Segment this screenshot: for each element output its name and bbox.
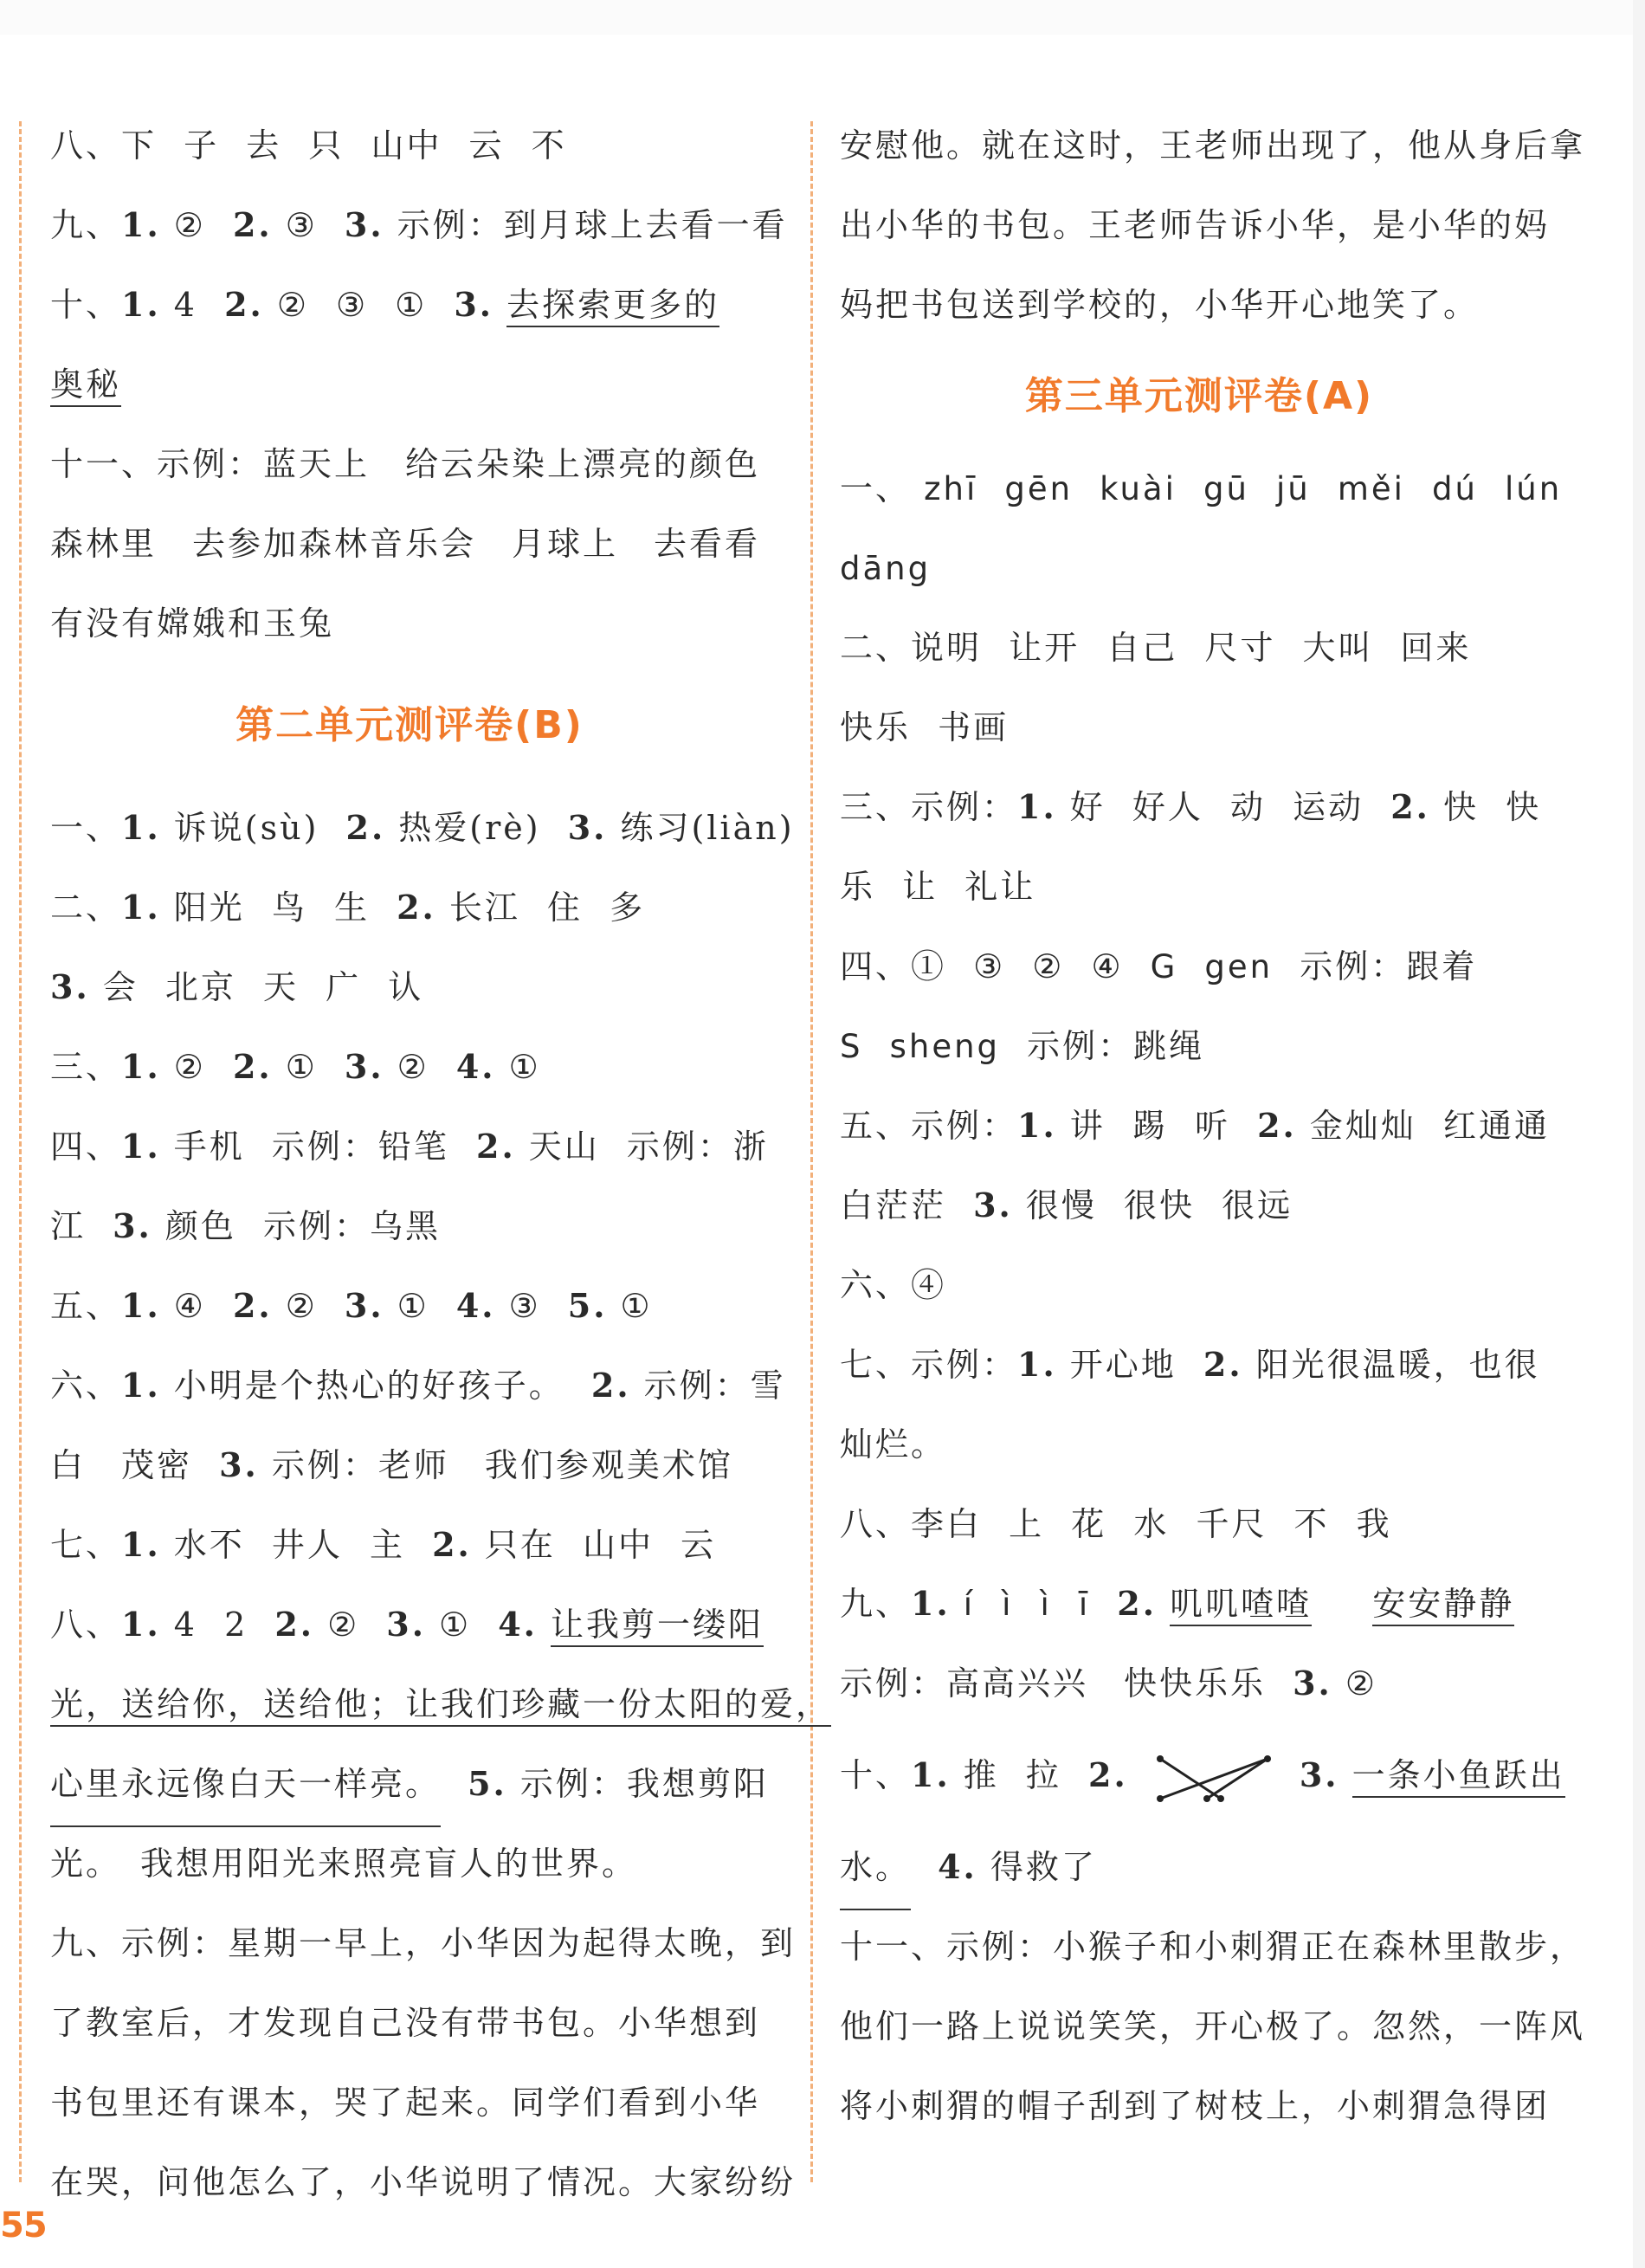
answer-text: G: [1150, 948, 1178, 985]
answer-text: 示例：乌黑: [262, 1207, 441, 1245]
item-number: 4.: [498, 1605, 538, 1644]
item-number: 3.: [344, 1286, 384, 1325]
item-number: 2.: [1088, 1755, 1128, 1794]
underlined-answer: 奥秘: [50, 365, 121, 407]
answer-text: 长江: [448, 888, 520, 927]
answer-line: 十一、示例：小猴子和小刺猬正在森林里散步，: [840, 1928, 1586, 1966]
answer-text: ①: [397, 1287, 429, 1325]
item-number: 3.: [386, 1605, 426, 1644]
answer-text: 示例：到月球上去看一看: [397, 206, 788, 244]
item-number: 2.: [345, 808, 386, 847]
item-number: 3.: [567, 808, 608, 847]
answer-text: 4: [173, 286, 197, 324]
answer-text: 运动: [1293, 788, 1364, 826]
pinyin-text: dāng: [840, 550, 932, 587]
answer-text: ④: [173, 1287, 206, 1325]
pinyin-text: měi: [1337, 470, 1405, 507]
answer-text: 阳光: [173, 888, 245, 927]
item-number: 4.: [455, 1286, 496, 1325]
answer-text: 会: [102, 968, 139, 1006]
answer-text: 示例：浙: [626, 1128, 769, 1166]
answer-text: 云: [468, 126, 505, 165]
answer-text: 千尺: [1196, 1505, 1268, 1543]
answer-text: 示例：高高兴兴 快快乐乐: [840, 1664, 1267, 1703]
answer-text: 去: [246, 126, 282, 165]
item-number: 1.: [1017, 1345, 1057, 1384]
answer-text: 只在: [484, 1526, 556, 1564]
item-number: 3.: [1299, 1755, 1339, 1794]
answer-text: 水: [1133, 1505, 1170, 1543]
answer-row-4: [840, 927, 1558, 1006]
answer-text: 主: [370, 1526, 406, 1564]
answer-row-3-cont: [840, 847, 1558, 927]
answer-text: 山中: [582, 1526, 654, 1564]
answer-text: 不: [1293, 1505, 1330, 1543]
answer-text: 认: [388, 968, 424, 1006]
answer-line: 将小刺猬的帽子刮到了树枝上，小刺猬急得团: [840, 2087, 1551, 2125]
item-number: 1.: [1017, 787, 1057, 826]
item-number: 1.: [121, 808, 161, 847]
answer-line: 安慰他。就在这时，王老师出现了，他从身后拿: [840, 126, 1586, 165]
answer-row-2-cont: [50, 947, 769, 1027]
underlined-answer: 心里永远像白天一样亮。: [50, 1744, 441, 1827]
answer-text: 示例：雪: [643, 1367, 786, 1405]
answer-line: 了教室后，才发现自己没有带书包。小华想到: [50, 2004, 761, 2042]
answer-text: ②: [276, 286, 309, 324]
answer-text: ②: [327, 1606, 360, 1644]
answer-text: 示例：跳绳: [1027, 1027, 1205, 1065]
item-number: 1.: [121, 888, 161, 927]
item-number: 3.: [219, 1445, 259, 1484]
answer-text: 二、说明: [840, 629, 983, 667]
item-number: 1.: [121, 285, 161, 324]
item-number: 2.: [476, 1127, 516, 1166]
question-prefix: 二、: [50, 888, 122, 927]
answer-text: 北京: [164, 968, 236, 1006]
item-number: 1.: [1017, 1106, 1057, 1145]
answer-text: 乐: [840, 868, 876, 906]
left-column: [50, 106, 832, 2222]
answer-text: 示例：跟着: [1300, 947, 1478, 985]
answer-text: ②: [285, 1287, 318, 1325]
answer-text: 住: [546, 888, 583, 927]
question-prefix: 八、: [50, 1606, 122, 1644]
answer-text: 书画: [938, 708, 1010, 746]
answer-line: 有没有嫦娥和玉兔: [50, 604, 335, 643]
pinyin-text: gū: [1203, 470, 1249, 507]
answer-text: 花: [1071, 1505, 1107, 1543]
answer-row-5: [840, 1086, 1558, 1166]
answer-line: 十一、示例：蓝天上 给云朵染上漂亮的颜色: [50, 445, 761, 483]
pinyin-text: dú: [1432, 470, 1478, 507]
item-number: 2.: [274, 1605, 315, 1644]
answer-text: ③: [285, 206, 318, 244]
answer-row-10-cont: [840, 1827, 1558, 1907]
match-dot: [1217, 1795, 1224, 1802]
answer-text: ①: [285, 1048, 318, 1086]
answer-text: 子: [184, 126, 220, 165]
tone-mark: ī: [1078, 1586, 1091, 1623]
item-number: 2.: [1117, 1584, 1157, 1623]
answer-text: 礼让: [964, 868, 1036, 906]
answer-text: ②: [1345, 1664, 1377, 1703]
answer-text: 天山: [528, 1128, 600, 1166]
answer-text: 4: [173, 1606, 197, 1644]
answer-row-9-cont: [840, 1644, 1558, 1723]
pinyin-text: gēn: [1004, 470, 1074, 507]
answer-line: 书包里还有课本，哭了起来。同学们看到小华: [50, 2084, 761, 2122]
answer-text: 开心地: [1069, 1346, 1177, 1384]
item-number: 2.: [232, 205, 273, 244]
question-prefix: 九、: [50, 206, 122, 244]
answer-row-4-cont: [50, 1186, 769, 1266]
answer-text: 八、下: [50, 126, 158, 165]
item-number: 2.: [232, 1047, 273, 1086]
item-number: 1.: [911, 1755, 951, 1794]
item-number: 5.: [567, 1286, 608, 1325]
answer-text: 水不: [173, 1526, 245, 1564]
item-number: 2.: [232, 1286, 273, 1325]
answer-row-4-cont: [840, 1006, 1558, 1086]
item-number: 4.: [455, 1047, 496, 1086]
match-dot: [1264, 1755, 1271, 1762]
answer-text: ①: [395, 286, 428, 324]
answer-text: 阳光很温暖，也很: [1255, 1346, 1540, 1384]
answer-line: 光。 我想用阳光来照亮盲人的世界。: [50, 1845, 638, 1883]
answer-text: 尺寸: [1204, 629, 1276, 667]
answer-row-6: [50, 1346, 786, 1425]
question-prefix: 一、: [50, 809, 122, 847]
answer-text: 颜色: [164, 1207, 236, 1245]
answer-row-7: [50, 1505, 769, 1585]
page-edge: [1633, 0, 1645, 2268]
item-number: 4.: [938, 1847, 977, 1886]
answer-text: 金灿灿: [1309, 1107, 1416, 1145]
answer-text: ②: [173, 1048, 206, 1086]
item-number: 1.: [121, 205, 161, 244]
matching-lines-diagram: [1153, 1748, 1274, 1809]
answer-text: 白 茂密: [50, 1446, 193, 1484]
pinyin-text: zhī: [924, 470, 978, 507]
question-prefix: 七、示例：: [840, 1346, 1018, 1384]
answer-row-1-cont: [840, 528, 1558, 608]
answer-text: 热爱(rè): [398, 809, 541, 847]
answer-text: 很慢: [1025, 1186, 1097, 1224]
question-prefix: 六、: [50, 1367, 122, 1405]
answer-text: 示例：老师 我们参观美术馆: [271, 1446, 733, 1484]
answer-text: 踢: [1132, 1107, 1168, 1145]
answer-text: 快: [1506, 788, 1542, 826]
underlined-answer: 光，送给你，送给他；让我们珍藏一份太阳的爱，: [50, 1685, 831, 1727]
answer-row-2-cont: [840, 688, 1558, 767]
answer-row-10-cont: [50, 345, 769, 424]
answer-text: 大叫: [1302, 629, 1374, 667]
answer-row-9: [840, 1564, 1558, 1644]
underlined-answer: 去探索更多的: [506, 286, 719, 327]
answer-text: 江: [50, 1207, 87, 1245]
answer-text: 听: [1195, 1107, 1231, 1145]
item-number: 1.: [121, 1605, 161, 1644]
answer-text: 白茫茫: [840, 1186, 947, 1224]
item-number: 1.: [121, 1286, 161, 1325]
question-prefix: 九、: [840, 1585, 912, 1623]
answer-text: 示例：我想剪阳: [519, 1765, 769, 1803]
section-title: 第二单元测评卷(B): [235, 703, 584, 747]
item-number: 1.: [121, 1047, 161, 1086]
answer-row-8b-cont: [50, 1664, 832, 1744]
answer-line: 妈把书包送到学校的，小华开心地笑了。: [840, 286, 1480, 324]
answer-text: ④: [1091, 947, 1124, 985]
match-dot: [1157, 1755, 1164, 1762]
item-number: 2.: [397, 888, 436, 927]
top-band: [0, 0, 1645, 35]
answer-row-2: [50, 868, 769, 947]
answer-text: ②: [1032, 947, 1065, 985]
answer-text: 讲: [1069, 1107, 1106, 1145]
item-number: 3.: [973, 1186, 1013, 1224]
answer-row-3: [50, 1027, 769, 1107]
answer-row-8: [840, 1484, 1558, 1564]
section-title: 第三单元测评卷(A): [1024, 374, 1374, 418]
answer-text: ③: [973, 947, 1006, 985]
question-prefix: 四、: [50, 1128, 122, 1166]
pinyin-text: gen: [1204, 948, 1274, 985]
question-prefix: 五、示例：: [840, 1107, 1018, 1145]
answer-text: 拉: [1025, 1756, 1061, 1794]
question-prefix: 十、: [50, 286, 122, 324]
answer-text: 天: [262, 968, 299, 1006]
item-number: 3.: [50, 967, 90, 1006]
item-number: 2.: [590, 1366, 631, 1405]
answer-row-8b-cont2: [50, 1744, 769, 1824]
tone-mark: ì: [1002, 1586, 1014, 1623]
tone-mark: ì: [1040, 1586, 1052, 1623]
center-divider: [810, 121, 813, 2182]
item-number: 3.: [1293, 1664, 1332, 1703]
answer-text: S: [840, 1028, 863, 1065]
pinyin-text: jū: [1275, 470, 1311, 507]
pinyin-text: kuài: [1100, 470, 1177, 507]
answer-row-8b: [50, 1585, 769, 1664]
answer-row-2: [840, 608, 1558, 688]
answer-line: 九、示例：星期一早上，小华因为起得太晚，到: [50, 1924, 797, 1962]
answer-text: ③: [508, 1287, 541, 1325]
question-prefix: 七、: [50, 1526, 122, 1564]
answer-text: 上: [1009, 1505, 1045, 1543]
answer-text: 示例：铅笔: [271, 1128, 449, 1166]
answer-text: ②: [397, 1048, 429, 1086]
answer-text: 生: [334, 888, 371, 927]
page-number: 55: [0, 2206, 47, 2245]
item-number: 1.: [121, 1366, 161, 1405]
answer-text: 好: [1069, 788, 1106, 826]
answer-text: 回来: [1400, 629, 1472, 667]
answer-text: 鸟: [271, 888, 307, 927]
item-number: 2.: [432, 1525, 472, 1564]
answer-row-1: [50, 788, 795, 868]
question-prefix: 五、: [50, 1287, 122, 1325]
underlined-answer: 叽叽喳喳: [1170, 1585, 1312, 1626]
answer-row-1: [840, 449, 1563, 528]
left-margin-guide: [19, 121, 22, 2182]
answer-row-6-cont: [50, 1425, 769, 1505]
question-prefix: 三、: [50, 1048, 122, 1086]
answer-line: 在哭，问他怎么了，小华说明了情况。大家纷纷: [50, 2163, 797, 2201]
question-prefix: 一、: [840, 469, 912, 507]
answer-text: 井人: [271, 1526, 343, 1564]
item-number: 3.: [113, 1206, 152, 1245]
item-number: 2.: [1390, 787, 1430, 826]
answer-text: 广: [326, 968, 362, 1006]
tone-mark: í: [963, 1586, 976, 1623]
item-number: 2.: [1203, 1345, 1243, 1384]
answer-text: ①: [439, 1606, 472, 1644]
answer-line: 出小华的书包。王老师告诉小华，是小华的妈: [840, 206, 1551, 244]
answer-text: 四、①: [840, 947, 947, 985]
underlined-answer: 让我剪一缕阳: [551, 1606, 764, 1647]
question-prefix: 三、示例：: [840, 788, 1018, 826]
answer-row-8: [50, 106, 769, 185]
answer-row-7: [840, 1325, 1558, 1405]
item-number: 3.: [454, 285, 494, 324]
answer-text: 快乐: [840, 708, 912, 746]
answer-text: 山中: [371, 126, 442, 165]
underlined-answer: 一条小鱼跃出: [1352, 1756, 1565, 1798]
answer-row-9: [50, 185, 788, 265]
answer-line: 森林里 去参加森林音乐会 月球上 去看看: [50, 525, 761, 563]
answer-text: 2: [224, 1606, 248, 1644]
item-number: 1.: [121, 1127, 161, 1166]
answer-text: 自己: [1106, 629, 1178, 667]
answer-row-3: [840, 767, 1558, 847]
match-dot: [1157, 1795, 1164, 1802]
answer-row-10: [840, 1723, 1565, 1827]
answer-row-4: [50, 1107, 769, 1186]
answer-text: 诉说(sù): [173, 809, 319, 847]
answer-text: 很快: [1123, 1186, 1195, 1224]
answer-text: 多: [610, 888, 646, 927]
answer-text: 小明是个热心的好孩子。: [173, 1367, 564, 1405]
answer-text: 让开: [1009, 629, 1081, 667]
answer-text: 我: [1356, 1505, 1392, 1543]
item-number: 1.: [911, 1584, 951, 1623]
answer-text: ①: [508, 1048, 541, 1086]
item-number: 2.: [1257, 1106, 1297, 1145]
answer-row-5-cont: [840, 1166, 1558, 1245]
item-number: 1.: [121, 1525, 161, 1564]
answer-text: 得救了: [990, 1848, 1097, 1886]
answer-text: 手机: [173, 1128, 245, 1166]
match-dot: [1203, 1795, 1210, 1802]
pinyin-text: lún: [1505, 470, 1563, 507]
answer-line: 六、④: [840, 1266, 947, 1304]
answer-text: 八、李白: [840, 1505, 983, 1543]
answer-text: 云: [681, 1526, 717, 1564]
answer-text: 只: [308, 126, 345, 165]
answer-text: ③: [336, 286, 369, 324]
answer-text: 很远: [1222, 1186, 1293, 1224]
underlined-answer: 水。: [840, 1827, 911, 1910]
answer-text: 不: [531, 126, 567, 165]
answer-text: ①: [620, 1287, 653, 1325]
item-number: 3.: [344, 205, 384, 244]
pinyin-text: sheng: [889, 1028, 1001, 1065]
item-number: 3.: [344, 1047, 384, 1086]
answer-line: 他们一路上说说笑笑，开心极了。忽然，一阵风: [840, 2007, 1586, 2045]
answer-text: 动: [1230, 788, 1267, 826]
item-number: 5.: [468, 1764, 507, 1803]
answer-row-5: [50, 1266, 769, 1346]
answer-text: 红通通: [1442, 1107, 1550, 1145]
answer-text: 练习(liàn): [620, 809, 795, 847]
underlined-answer: 安安静静: [1372, 1585, 1514, 1626]
answer-text: 推: [963, 1756, 999, 1794]
answer-text: 好人: [1132, 788, 1203, 826]
answer-line: 灿烂。: [840, 1425, 947, 1464]
answer-text: ②: [173, 206, 206, 244]
answer-text: 快: [1442, 788, 1479, 826]
question-prefix: 十、: [840, 1756, 912, 1794]
answer-row-10: [50, 265, 769, 345]
item-number: 2.: [224, 285, 264, 324]
answer-text: 让: [902, 868, 939, 906]
right-column: [840, 106, 1586, 2146]
